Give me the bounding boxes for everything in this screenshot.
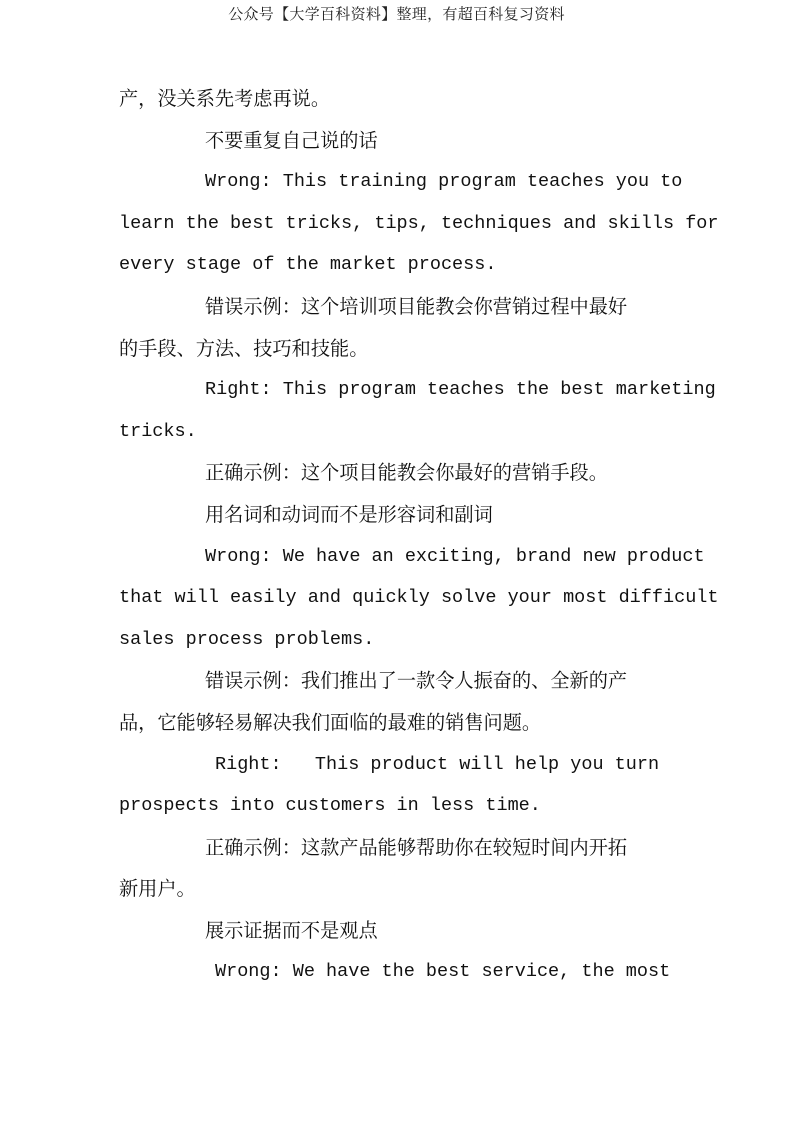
text-line: 正确示例：这个项目能教会你最好的营销手段。 (205, 461, 608, 485)
text-line: tricks. (119, 420, 197, 442)
text-line: 产，没关系先考虑再说。 (119, 87, 331, 110)
text-line: Right: This product will help you turn (215, 753, 660, 775)
text-line: learn the best tricks, tips, techniques and skills for (119, 212, 719, 234)
text-line: 品，它能够轻易解决我们面临的最难的销售问题。 (119, 710, 542, 734)
text-line: that will easily and quickly solve your most difficult (119, 587, 719, 609)
section-heading: 用名词和动词而不是形容词和副词 (205, 502, 493, 526)
text-line: Wrong: We have the best service, the most (215, 961, 671, 983)
text-line: Right: This program teaches the best marketing (205, 379, 716, 401)
document-body (119, 78, 719, 993)
text-line: prospects into customers in less time. (119, 795, 541, 817)
section-heading: 展示证据而不是观点 (205, 918, 378, 942)
section-heading: 不要重复自己说的话 (205, 128, 378, 152)
page-header: 公众号【大学百科资料】整理，有超百科复习资料 (228, 5, 565, 23)
text-line: 的手段、方法、技巧和技能。 (119, 336, 369, 360)
text-line: sales process problems. (119, 628, 375, 650)
text-line: Wrong: We have an exciting, brand new product (205, 545, 705, 567)
text-line: 错误示例：这个培训项目能教会你营销过程中最好 (205, 294, 628, 318)
text-line: every stage of the market process. (119, 254, 497, 276)
text-line: 新用户。 (119, 877, 196, 901)
text-line: 错误示例：我们推出了一款令人振奋的、全新的产 (205, 669, 628, 693)
text-line: 正确示例：这款产品能够帮助你在较短时间内开拓 (205, 835, 628, 859)
text-line: Wrong: This training program teaches you to (205, 171, 683, 193)
